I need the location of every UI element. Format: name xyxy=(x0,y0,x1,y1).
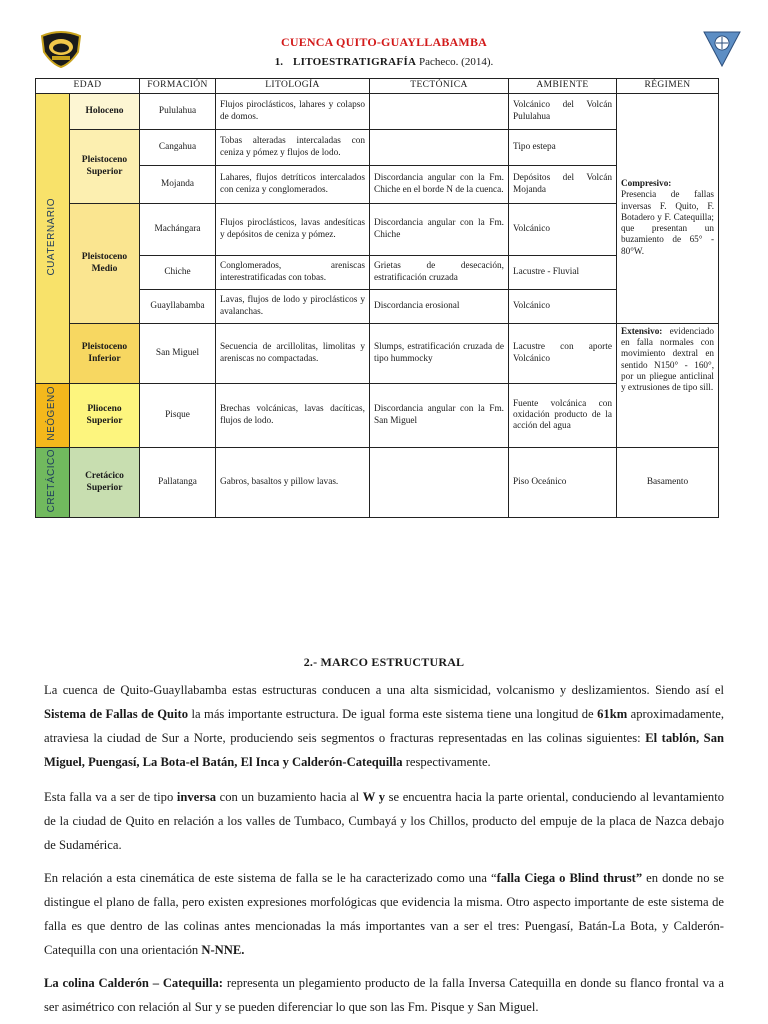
quito-fault-system: Sistema de Fallas de Quito xyxy=(44,707,189,721)
ambiente-cell: Piso Oceánico xyxy=(509,448,617,518)
ambiente-cell: Fuente volcánica con oxidación producto de la acción del agua xyxy=(509,384,617,448)
table-row xyxy=(36,324,719,384)
tectonica-cell: Discordancia angular con la Fm. Chiche xyxy=(370,204,509,256)
formacion-cell: San Miguel xyxy=(140,324,216,384)
header-litologia: LITOLOGÍA xyxy=(216,79,370,94)
regimen-extensivo-text: evidenciado en falla normales con movimiento dextral en sentido N150° - 160°, por un pliegue anticlinal y extrusiones de tipo sill. xyxy=(621,326,714,393)
header-tectonica: TECTÓNICA xyxy=(370,79,509,94)
ambiente-cell: Lacustre con aporte Volcánico xyxy=(509,324,617,384)
tectonica-cell: Discordancia erosional xyxy=(370,290,509,324)
document-title: CUENCA QUITO-GUAYLLABAMBA xyxy=(280,35,488,49)
epoch-pleistoceno-superior: Pleistoceno Superior xyxy=(70,130,140,204)
stratigraphy-table xyxy=(35,78,719,518)
litologia-cell: Conglomerados, areniscas interestratificadas con tobas. xyxy=(216,256,370,290)
tectonica-cell xyxy=(370,448,509,518)
subtitle-reference: Pacheco. (2014). xyxy=(419,56,494,68)
epoch-cretacico-superior: Cretácico Superior xyxy=(70,448,140,518)
era-cuaternario: CUATERNARIO xyxy=(36,94,70,384)
table-row xyxy=(36,384,719,448)
litologia-cell: Brechas volcánicas, lavas dacíticas, flujos de lodo. xyxy=(216,384,370,448)
epoch-holoceno: Holoceno xyxy=(70,94,140,130)
litologia-cell: Lahares, flujos detríticos intercalados con ceniza y conglomerados. xyxy=(216,166,370,204)
era-neogeno: NEÓGENO xyxy=(36,384,70,448)
calderon-catequilla-heading: La colina Calderón – Catequilla: xyxy=(44,976,223,990)
tectonica-cell: Grietas de desecación, estratificación cruzada xyxy=(370,256,509,290)
epoch-pleistoceno-inferior: Pleistoceno Inferior xyxy=(70,324,140,384)
formacion-cell: Guayllabamba xyxy=(140,290,216,324)
fault-length: 61km xyxy=(597,707,628,721)
tectonica-cell xyxy=(370,94,509,130)
regimen-compresivo-text: Presencia de fallas inversas F. Quito, F. Botadero y F. Catequilla; que presentan un buzamiento de 65° - 80°W. xyxy=(621,189,714,256)
tectonica-cell xyxy=(370,130,509,166)
formacion-cell: Cangahua xyxy=(140,130,216,166)
tectonica-cell: Discordancia angular con la Fm. San Miguel xyxy=(370,384,509,448)
ambiente-cell: Depósitos del Volcán Mojanda xyxy=(509,166,617,204)
ambiente-cell: Volcánico xyxy=(509,290,617,324)
paragraph-3: En relación a esta cinemática de este sistema de falla se le ha caracterizado como una “falla Ciega o Blind thrust” en donde no se distingue el plano de falla, pero existen expresiones morfológicas que evidencia la misma. Otro aspecto importante de este sistema de falla es que dentro de las colinas antes mencionadas la más importantes van a ser el tres: Puengasí, Batán-La Bota, y Calderón-Catequilla con una orientación N-NNE. xyxy=(44,871,725,957)
hills-list: El tablón, San Miguel, Puengasí, La Bota-el Batán, El Inca y Calderón-Catequilla xyxy=(44,731,724,769)
table-row xyxy=(36,204,719,256)
regimen-compresivo xyxy=(617,94,719,324)
paragraph-4: La colina Calderón – Catequilla: representa un plegamiento producto de la falla Inversa Catequilla en donde su flanco frontal va a ser asimétrico con relación al Sur y se pueden diferenciar lo que son las Fm. Pisque y San Miguel. xyxy=(44,976,724,1014)
paragraph-2: Esta falla va a ser de tipo inversa con un buzamiento hacia al W y se encuentra hacia la parte oriental, conduciendo al levantamiento de la ciudad de Quito en relación a los valles de Tumbaco, Cumbayá y los Chillos, producto del empuje de la placa de Nazca debajo de Sudamérica. xyxy=(44,790,725,852)
header-ambiente: AMBIENTE xyxy=(509,79,617,94)
table-row xyxy=(36,94,719,130)
regimen-compresivo-title: Compresivo: xyxy=(621,178,672,189)
tectonica-cell: Discordancia angular con la Fm. Chiche en el borde N de la cuenca. xyxy=(370,166,509,204)
table-row xyxy=(36,448,719,518)
formacion-cell: Machángara xyxy=(140,204,216,256)
paragraph-1: La cuenca de Quito-Guayllabamba estas estructuras conducen a una alta sismicidad, volcanismo y deslizamientos. Siendo así el Sistema de Fallas de Quito la más importante estructura. De igual forma este sistema tiene una longitud de 61km aproximadamente, atraviesa la ciudad de Sur a Norte, produciendo seis segmentos o fracturas representadas en las colinas siguientes: El tablón, San Miguel, Puengasí, La Bota-el Batán, El Inca y Calderón-Catequilla respectivamente. xyxy=(44,683,725,769)
litologia-cell: Tobas alteradas intercaladas con ceniza y pómez y flujos de lodo. xyxy=(216,130,370,166)
section-subtitle xyxy=(0,56,768,68)
subtitle-number: 1. xyxy=(274,56,283,68)
tectonica-cell: Slumps, estratificación cruzada de tipo hummocky xyxy=(370,324,509,384)
epoch-pleistoceno-medio: Pleistoceno Medio xyxy=(70,204,140,324)
litologia-cell: Secuencia de arcillolitas, limolitas y areniscas no compactadas. xyxy=(216,324,370,384)
ambiente-cell: Volcánico del Volcán Pululahua xyxy=(509,94,617,130)
era-cretacico: CRETÁCICO xyxy=(36,448,70,518)
formacion-cell: Chiche xyxy=(140,256,216,290)
regimen-basamento: Basamento xyxy=(617,448,719,518)
regimen-extensivo-title: Extensivo: xyxy=(621,326,663,336)
table-header-row xyxy=(36,79,719,94)
table-row xyxy=(36,130,719,166)
ambiente-cell: Volcánico xyxy=(509,204,617,256)
litologia-cell: Gabros, basaltos y pillow lavas. xyxy=(216,448,370,518)
formacion-cell: Pululahua xyxy=(140,94,216,130)
ambiente-cell: Tipo estepa xyxy=(509,130,617,166)
header-formacion: FORMACIÓN xyxy=(140,79,216,94)
regimen-extensivo xyxy=(617,324,719,448)
header-edad: EDAD xyxy=(36,79,140,94)
section-title: 2.- MARCO ESTRUCTURAL xyxy=(303,655,465,669)
ambiente-cell: Lacustre - Fluvial xyxy=(509,256,617,290)
formacion-cell: Pisque xyxy=(140,384,216,448)
litologia-cell: Flujos piroclásticos, lahares y colapso de domos. xyxy=(216,94,370,130)
formacion-cell: Pallatanga xyxy=(140,448,216,518)
litologia-cell: Lavas, flujos de lodo y piroclásticos y avalanchas. xyxy=(216,290,370,324)
formacion-cell: Mojanda xyxy=(140,166,216,204)
header-regimen: RÉGIMEN xyxy=(617,79,719,94)
epoch-plioceno-superior: Plioceno Superior xyxy=(70,384,140,448)
litologia-cell: Flujos piroclásticos, lavas andesíticas y depósitos de ceniza y pómez. xyxy=(216,204,370,256)
subtitle-heading: LITOESTRATIGRAFÍA xyxy=(292,56,417,68)
